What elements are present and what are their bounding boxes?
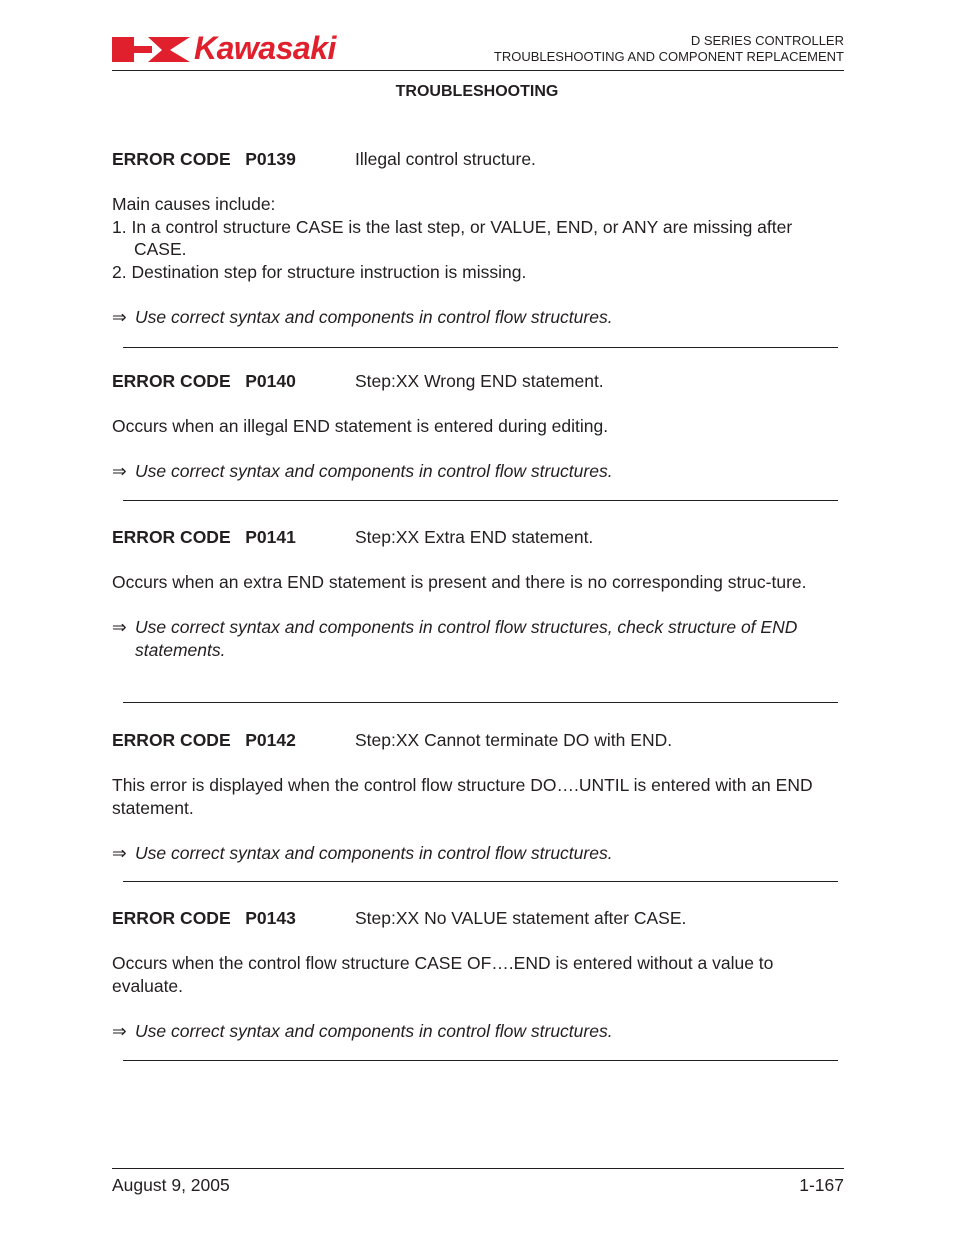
footer-date: August 9, 2005 xyxy=(112,1175,230,1195)
remedy-text: Use correct syntax and components in control flow structures, check structure of END statements. xyxy=(135,617,798,660)
causes-intro: Main causes include: xyxy=(112,194,276,214)
remedy-line xyxy=(112,460,844,483)
error-body-text: Occurs when an illegal END statement is entered during editing. xyxy=(112,416,609,436)
arrow-right-icon: ⇒ xyxy=(112,306,127,327)
kawasaki-river-mark-icon xyxy=(112,35,192,65)
section-divider xyxy=(123,347,838,348)
arrow-right-icon: ⇒ xyxy=(112,617,127,637)
error-code-description: Step:XX Extra END statement. xyxy=(355,527,594,547)
error-code-label: ERROR CODE P0140 xyxy=(112,371,296,391)
arrow-right-icon: ⇒ xyxy=(112,461,127,481)
error-body-text: This error is displayed when the control flow structure DO….UNTIL is entered with an END statement. xyxy=(112,775,813,818)
remedy-text: Use correct syntax and components in control flow structures. xyxy=(135,306,613,327)
error-code-description: Illegal control structure. xyxy=(355,149,536,169)
remedy-text: Use correct syntax and components in control flow structures. xyxy=(135,1020,613,1041)
remedy-line xyxy=(112,842,844,865)
cause-item: 1. In a control structure CASE is the last step, or VALUE, END, or ANY are missing after CASE. xyxy=(112,216,793,259)
arrow-right-icon: ⇒ xyxy=(112,842,127,863)
section-title: TROUBLESHOOTING xyxy=(395,83,559,100)
remedy-line xyxy=(112,306,844,329)
remedy-line xyxy=(112,616,844,661)
header-line-1: D SERIES CONTROLLER xyxy=(690,33,844,48)
remedy-text: Use correct syntax and components in control flow structures. xyxy=(135,461,613,481)
error-section-p0141 xyxy=(112,526,844,661)
section-divider xyxy=(123,1060,838,1061)
page-number: 1-167 xyxy=(799,1175,844,1195)
kawasaki-logo xyxy=(112,30,392,66)
error-code-label: ERROR CODE P0141 xyxy=(112,527,296,547)
arrow-right-icon: ⇒ xyxy=(112,1020,127,1041)
error-code-description: Step:XX No VALUE statement after CASE. xyxy=(355,908,687,928)
error-code-label: ERROR CODE P0142 xyxy=(112,730,296,750)
section-divider xyxy=(123,702,838,703)
error-code-description: Step:XX Cannot terminate DO with END. xyxy=(355,730,673,750)
logo-wordmark: Kawasaki xyxy=(194,30,336,66)
error-code-label: ERROR CODE P0139 xyxy=(112,149,296,169)
error-section-p0139 xyxy=(112,148,844,328)
error-body-text: Occurs when an extra END statement is present and there is no corresponding struc-ture. xyxy=(112,572,807,592)
error-section-p0143 xyxy=(112,907,844,1042)
header-line-2: TROUBLESHOOTING AND COMPONENT REPLACEMENT xyxy=(493,49,844,64)
error-section-p0142 xyxy=(112,729,844,864)
document-header xyxy=(494,33,844,65)
error-section-p0140 xyxy=(112,370,844,483)
cause-item: 2. Destination step for structure instruction is missing. xyxy=(112,261,527,282)
section-divider xyxy=(123,500,838,501)
section-divider xyxy=(123,881,838,882)
header-rule xyxy=(112,70,844,71)
error-code-label: ERROR CODE P0143 xyxy=(112,908,296,928)
remedy-line xyxy=(112,1020,844,1043)
error-body-text: Occurs when the control flow structure CASE OF….END is entered without a value to evaluate. xyxy=(112,953,774,996)
footer-rule xyxy=(112,1168,844,1169)
error-code-description: Step:XX Wrong END statement. xyxy=(355,371,604,391)
remedy-text: Use correct syntax and components in control flow structures. xyxy=(135,842,613,863)
